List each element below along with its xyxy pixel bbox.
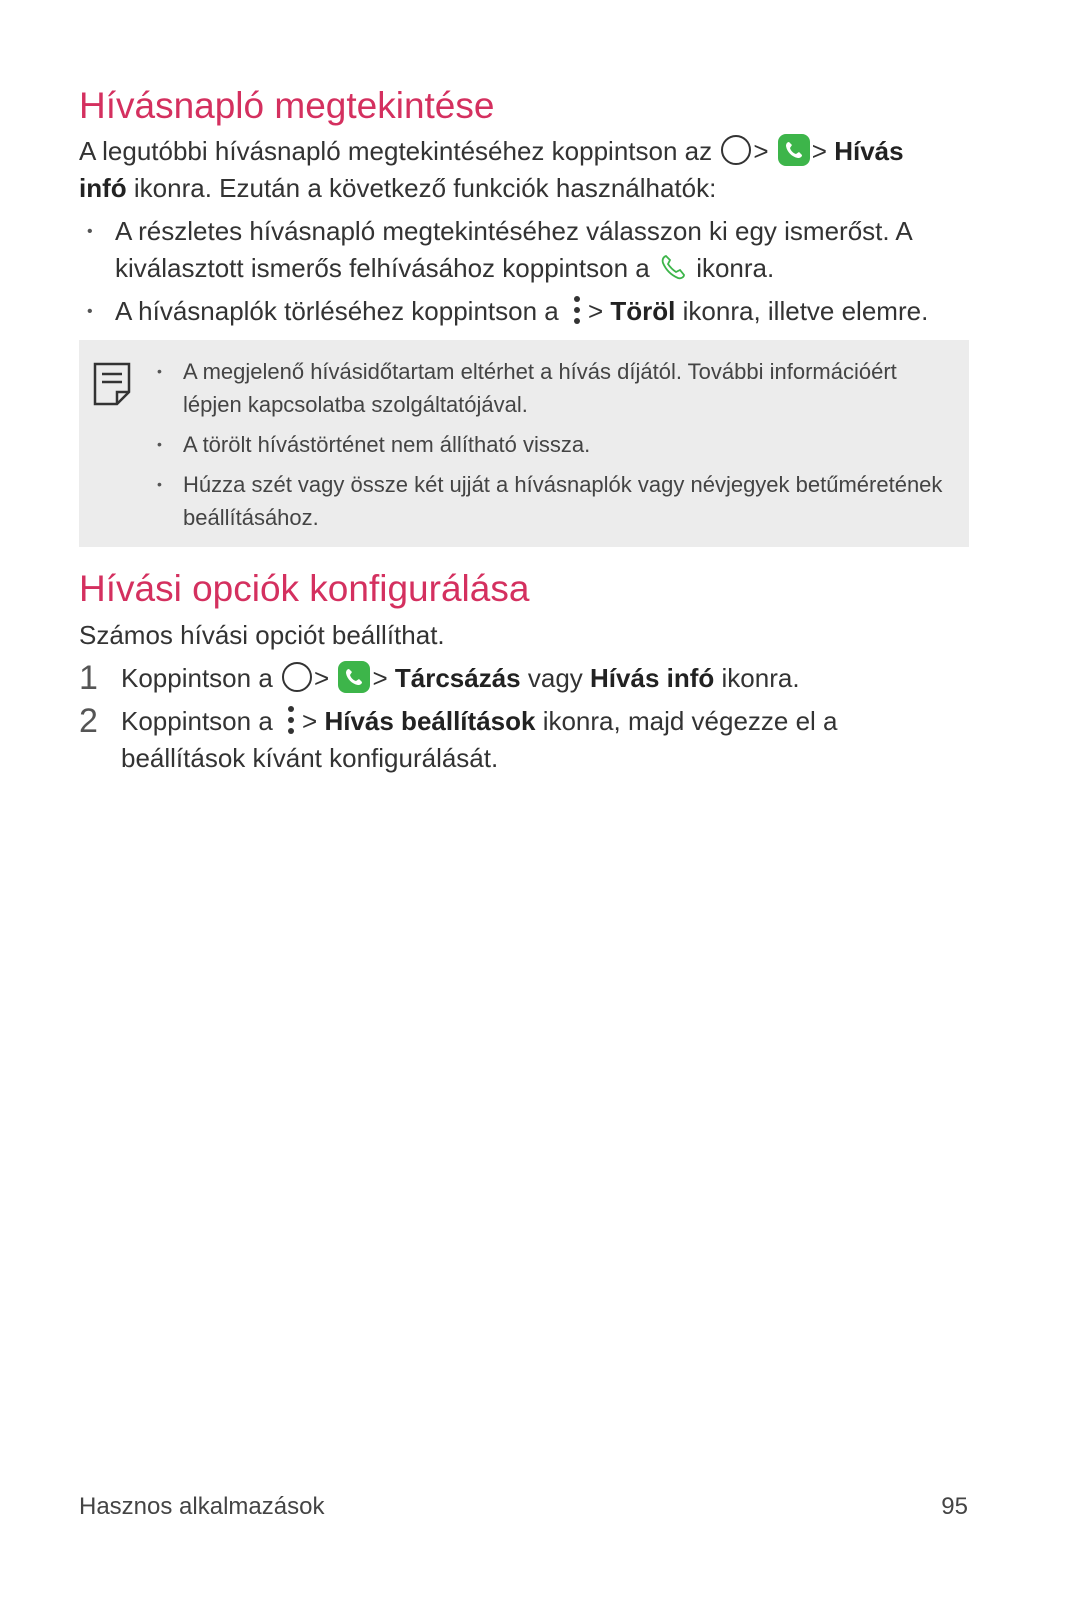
separator: >	[811, 136, 827, 166]
list-item	[87, 293, 967, 330]
separator: >	[372, 663, 388, 693]
footer-section-name: Hasznos alkalmazások	[79, 1493, 325, 1520]
menu-label-delete: Töröl	[610, 296, 676, 326]
separator: >	[302, 706, 318, 736]
step2-text-end: ikonra, majd végezze el a beállítások kívánt konfigurálását.	[121, 706, 838, 773]
section-title-call-options: Hívási opciók konfigurálása	[79, 568, 530, 609]
phone-app-icon	[778, 134, 810, 166]
note-text: A törölt hívástörténet nem állítható vissza.	[183, 432, 591, 457]
step-number: 1	[79, 659, 98, 697]
bullet1-line1: A részletes hívásnapló megtekintéséhez válasszon ki egy ismerőst. A	[115, 216, 913, 246]
menu-label-dial: Tárcsázás	[394, 663, 521, 693]
note-text: A megjelenő hívásidőtartam eltérhet a hívás díjától. További információért lépjen kapcsolatba szolgáltatójával.	[183, 359, 897, 417]
phone-app-icon	[338, 661, 370, 693]
list-item	[87, 213, 967, 287]
menu-label-call-info: Hívás	[834, 136, 904, 166]
bullet-mark: •	[157, 436, 162, 452]
separator: >	[753, 136, 769, 166]
intro-text: A legutóbbi hívásnapló megtekintéséhez koppintson az	[79, 136, 713, 166]
home-icon	[282, 662, 312, 692]
note-item	[157, 468, 947, 534]
step-item	[79, 703, 869, 777]
note-item	[157, 355, 947, 421]
step2-text: Koppintson a	[121, 706, 273, 736]
step-number: 2	[79, 702, 98, 740]
more-options-icon	[284, 704, 298, 736]
bullet-mark: •	[87, 223, 93, 240]
separator: >	[587, 296, 604, 326]
note-icon	[93, 362, 131, 406]
phone-outline-icon	[657, 251, 689, 283]
bullet1-line2: kiválasztott ismerős felhívásához koppintson a	[115, 253, 650, 283]
step1-text-mid: vagy	[527, 663, 583, 693]
section-title-call-log: Hívásnapló megtekintése	[79, 85, 495, 126]
separator: >	[314, 663, 330, 693]
bullet-mark: •	[157, 476, 162, 492]
menu-label-call-info: Hívás infó	[590, 663, 715, 693]
page-number: 95	[941, 1493, 968, 1520]
section2-intro: Számos hívási opciót beállíthat.	[79, 620, 445, 650]
bullet2-text-end: ikonra, illetve elemre.	[682, 296, 929, 326]
home-icon	[721, 135, 751, 165]
more-options-icon	[570, 294, 584, 326]
note-box	[79, 340, 969, 547]
bullet1-line2-end: ikonra.	[696, 253, 775, 283]
note-text: Húzza szét vagy össze két ujját a hívásnaplók vagy névjegyek betűméretének beállításához.	[183, 472, 943, 530]
note-item	[157, 428, 947, 461]
menu-label-call-settings: Hívás beállítások	[324, 706, 536, 736]
intro-text-end: ikonra. Ezután a következő funkciók használhatók:	[133, 173, 717, 203]
step-item	[79, 660, 959, 697]
section1-intro	[79, 133, 969, 207]
bullet2-text: A hívásnaplók törléséhez koppintson a	[115, 296, 559, 326]
menu-label-call-info-2: infó	[79, 173, 127, 203]
step1-text-end: ikonra.	[721, 663, 800, 693]
bullet-mark: •	[157, 363, 162, 379]
bullet-mark: •	[87, 303, 93, 320]
step1-text: Koppintson a	[121, 663, 273, 693]
